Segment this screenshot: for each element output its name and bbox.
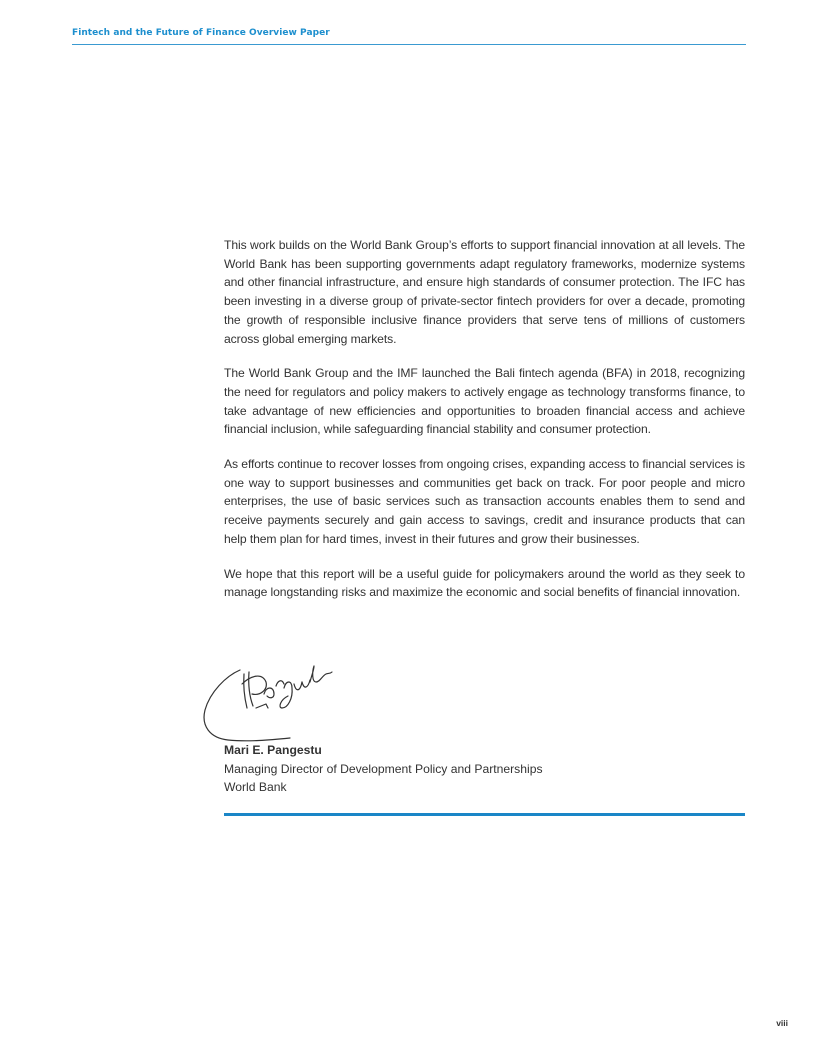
- closing-rule: [224, 813, 745, 816]
- signer-organization: World Bank: [224, 780, 287, 794]
- paragraph-4: We hope that this report will be a useful guide for policymakers around the world as they seek to manage longstanding risks and maximize the economic and social benefits of financial innovation.: [224, 566, 745, 600]
- paragraph-2: The World Bank Group and the IMF launched the Bali fintech agenda (BFA) in 2018, recognizing the need for regulators and policy makers to actively engage as technology transforms finance, to take advantage of new efficiencies and opportunities to broaden financial access and achieve financial inclusion, while safeguarding financial stability and consumer protection.: [224, 366, 745, 437]
- document-title: Fintech and the Future of Finance Overview Paper: [72, 28, 330, 38]
- signature-image: [196, 652, 346, 744]
- running-header: [72, 22, 746, 45]
- signature-block: [224, 741, 624, 797]
- signer-name: Mari E. Pangestu: [224, 743, 322, 757]
- signer-title: Managing Director of Development Policy and Partnerships: [224, 761, 543, 776]
- body-text: [224, 236, 745, 618]
- paragraph-1: This work builds on the World Bank Group’s efforts to support financial innovation at all levels. The World Bank has been supporting governments adapt regulatory frameworks, modernize systems and other financial infrastructure, and ensure high standards of consumer protection. The IFC has been investing in a diverse group of private-sector fintech providers for over a decade, promoting the growth of responsible inclusive finance providers that serve tens of millions of customers across global emerging markets.: [224, 238, 745, 346]
- paragraph-3: As efforts continue to recover losses from ongoing crises, expanding access to financial services is one way to support businesses and communities get back on track. For poor people and micro enterprises, the use of basic services such as transaction accounts enables them to send and receive payments securely and gain access to savings, credit and insurance products that can help them plan for hard times, invest in their futures and grow their businesses.: [224, 457, 745, 546]
- page-number: viii: [776, 1018, 788, 1028]
